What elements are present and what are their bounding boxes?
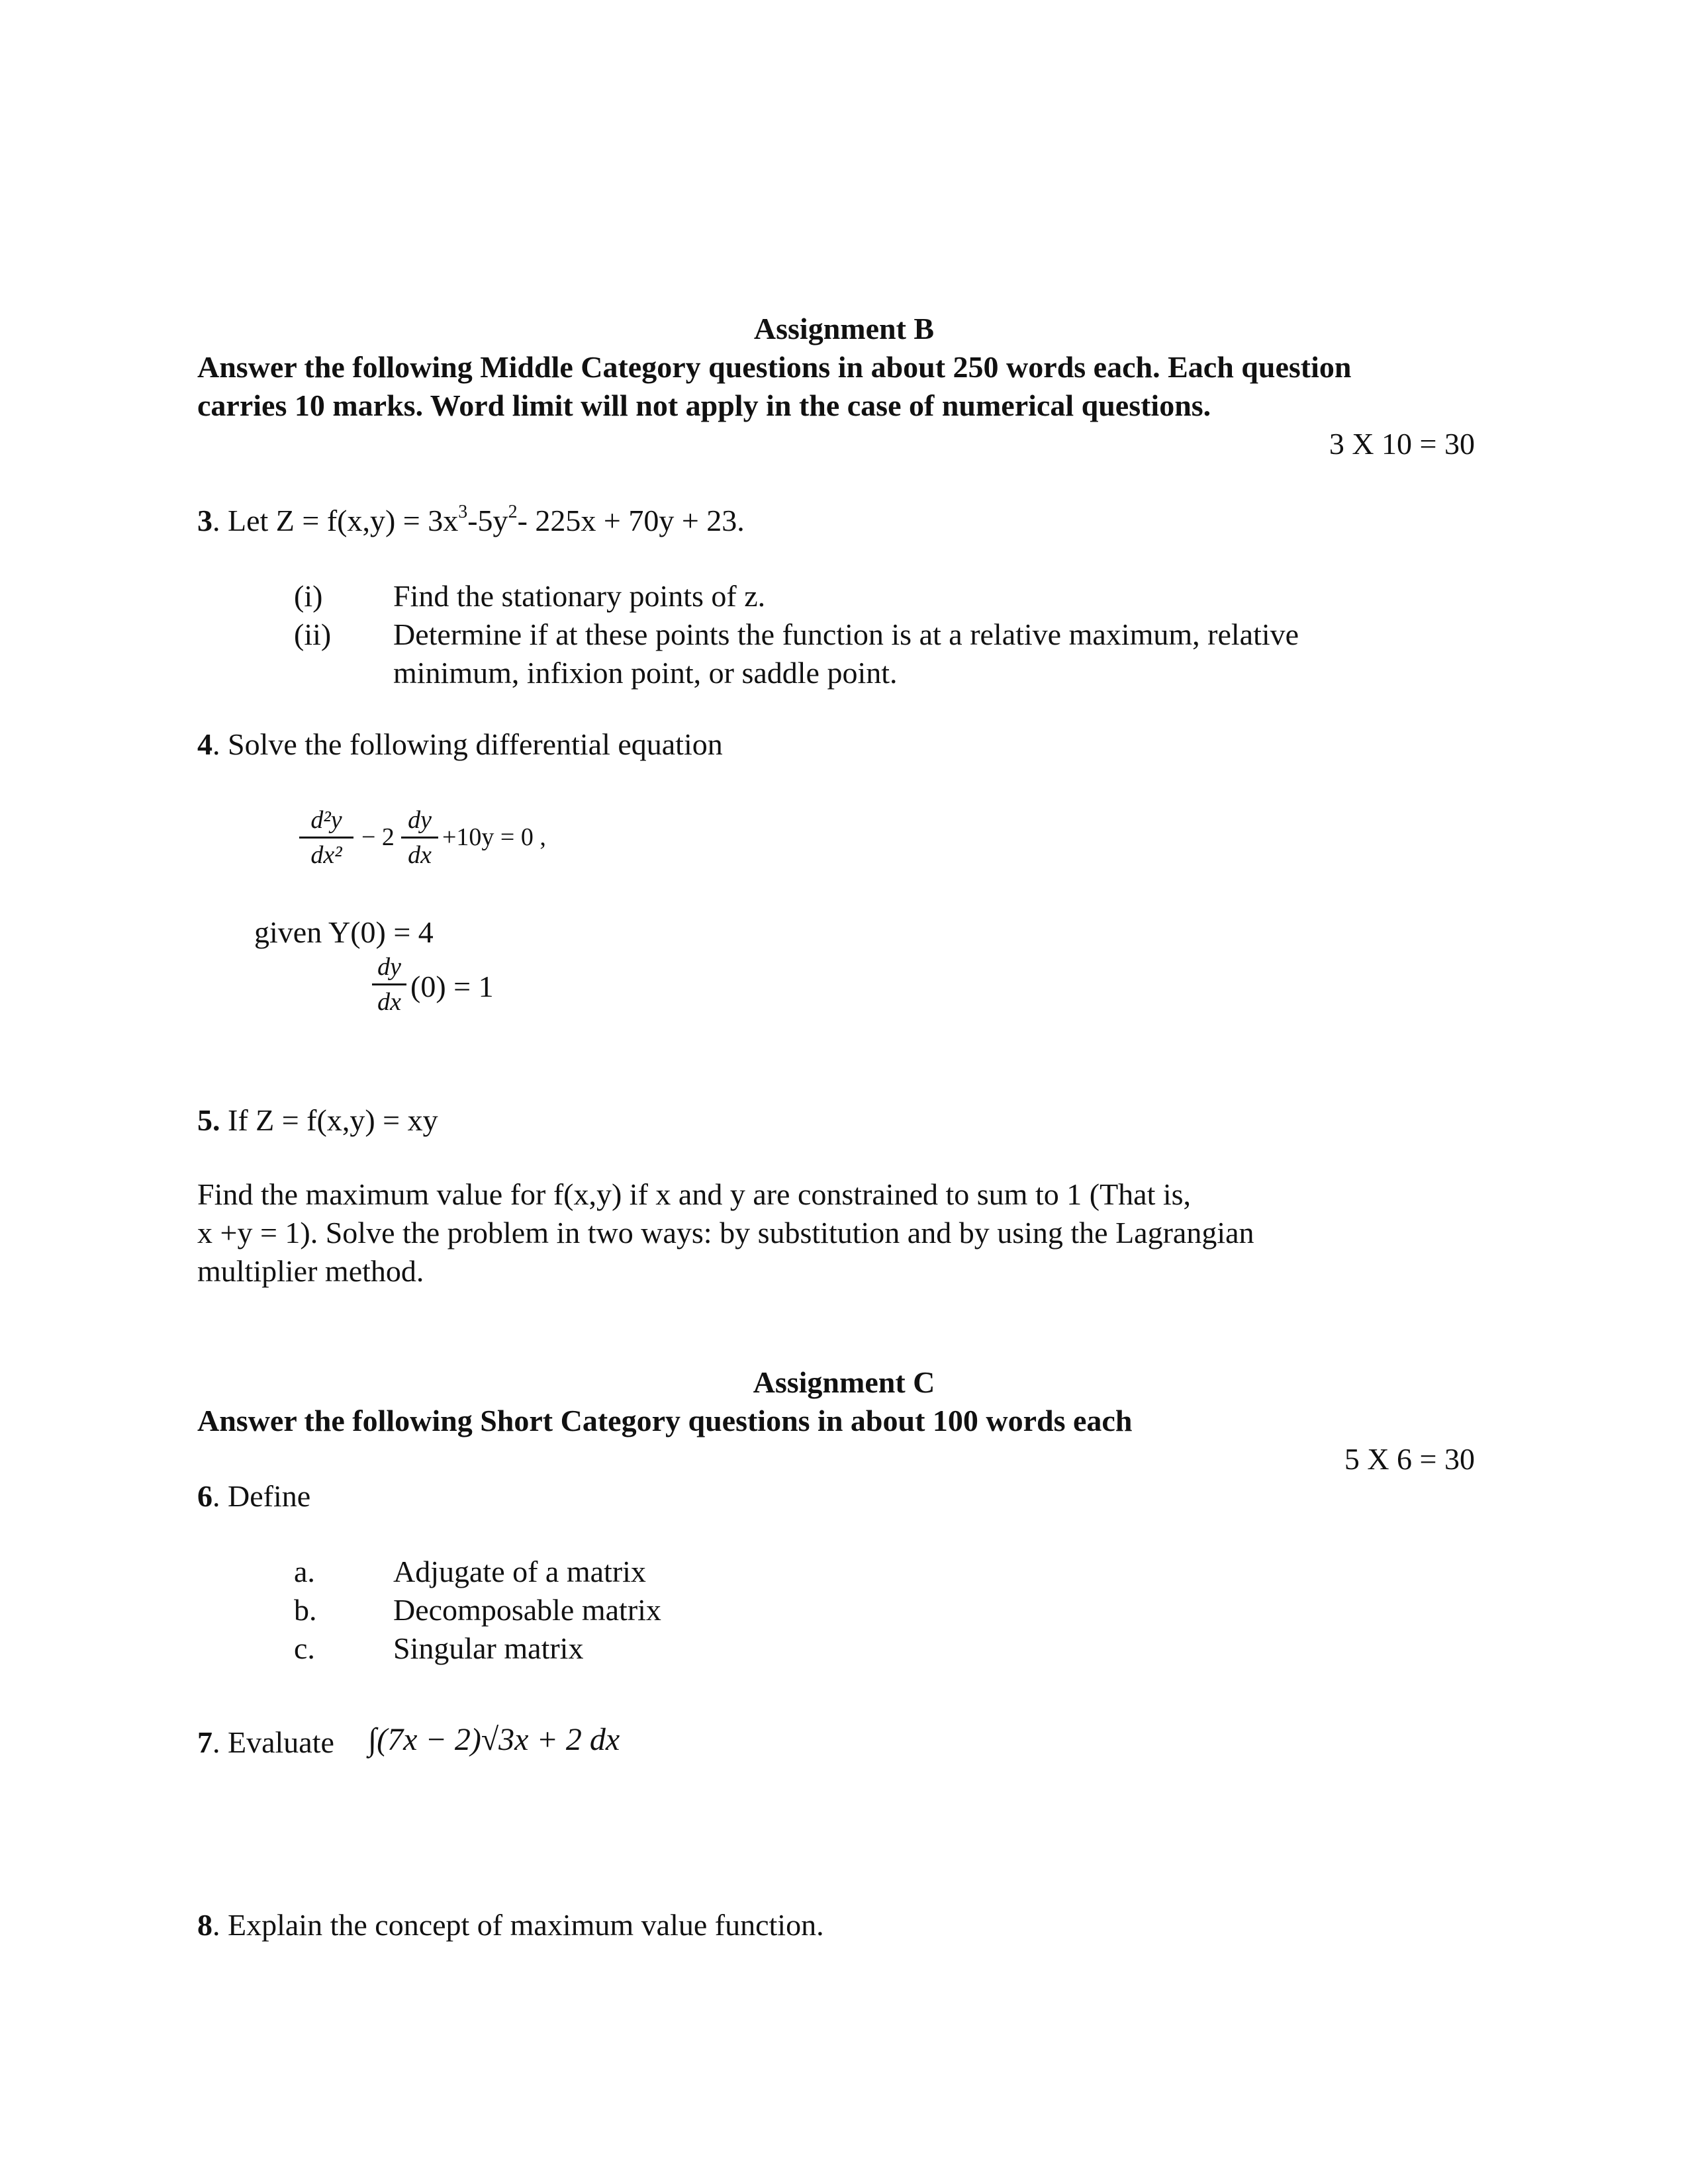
question-3-text-post: - 225x + 70y + 23. [517,504,745,537]
question-4-text: . Solve the following differential equation [212,727,723,761]
question-8 [197,1906,824,1944]
fraction-bar [372,983,406,985]
question-7 [197,1723,334,1762]
equation-numerator-d2y: d²y [310,806,342,834]
question-6-item-text: Decomposable matrix [393,1593,661,1627]
question-3-number: 3 [197,504,212,537]
assignment-b-instructions-line2: carries 10 marks. Word limit will not apply in the case of numerical questions. [197,388,1211,422]
question-3-text-mid: -5y [467,504,508,537]
question-3-item-text: Find the stationary points of z. [393,579,766,613]
fraction-bar [401,837,438,839]
equation-numerator-dy: dy [408,806,432,834]
question-3-exponent-2: 2 [508,501,518,522]
given-fraction-dy-dx [372,953,406,1016]
question-3-item-text: Determine if at these points the function is at a relative maximum, relative [393,617,1299,651]
question-6-item-text: Adjugate of a matrix [393,1555,646,1588]
question-3-item-text-continued: minimum, infixion point, or saddle point. [393,656,898,690]
question-5-line1: Find the maximum value for f(x,y) if x and y are constrained to sum to 1 (That is, [197,1177,1192,1211]
question-8-number: 8 [197,1908,212,1942]
assignment-b-marks: 3 X 10 = 30 [1329,427,1475,461]
question-3-text-pre: . Let Z = f(x,y) = 3x [212,504,459,537]
question-4 [197,725,723,764]
question-5-number: 5. [197,1103,220,1137]
equation-tail: +10y = 0 , [442,823,546,851]
equation-denominator-dx: dx [408,841,432,869]
question-5-text: If Z = f(x,y) = xy [220,1103,438,1137]
fraction-bar [299,837,353,839]
question-3 [197,502,745,540]
question-6-item-label: b. [294,1593,317,1627]
question-3-item-label: (ii) [294,617,332,651]
question-6-item-text: Singular matrix [393,1631,584,1665]
given-condition-1: given Y(0) = 4 [254,915,434,949]
question-6 [197,1477,310,1516]
question-7-number: 7 [197,1725,212,1759]
question-5-line2: x +y = 1). Solve the problem in two ways: by substitution and by using the Lagrangian [197,1216,1254,1250]
given-denominator-dx: dx [377,988,401,1016]
question-6-text: . Define [212,1479,311,1513]
question-6-number: 6 [197,1479,212,1513]
equation-fraction-d2y-dx2 [299,806,353,869]
question-5-line3: multiplier method. [197,1254,424,1288]
question-4-number: 4 [197,727,212,761]
question-3-exponent-1: 3 [458,501,468,522]
equation-denominator-dx2: dx² [310,841,342,869]
question-6-item-label: c. [294,1631,315,1665]
given-condition-2: (0) = 1 [410,970,494,1003]
assignment-c-title: Assignment C [753,1365,935,1399]
assignment-c-marks: 5 X 6 = 30 [1344,1442,1475,1476]
question-8-text: . Explain the concept of maximum value function. [212,1908,824,1942]
equation-fraction-dy-dx [401,806,438,869]
question-7-integral: ∫(7x − 2)√3x + 2 dx [368,1722,620,1757]
question-3-item-label: (i) [294,579,323,613]
assignment-c-instructions: Answer the following Short Category questions in about 100 words each [197,1404,1133,1437]
given-numerator-dy: dy [377,953,401,981]
question-6-item-label: a. [294,1555,315,1588]
question-7-text: . Evaluate [212,1725,334,1759]
assignment-b-instructions-line1: Answer the following Middle Category questions in about 250 words each. Each question [197,350,1352,384]
assignment-b-title: Assignment B [753,312,935,345]
equation-minus-two: − 2 [361,823,395,851]
question-5 [197,1101,438,1140]
